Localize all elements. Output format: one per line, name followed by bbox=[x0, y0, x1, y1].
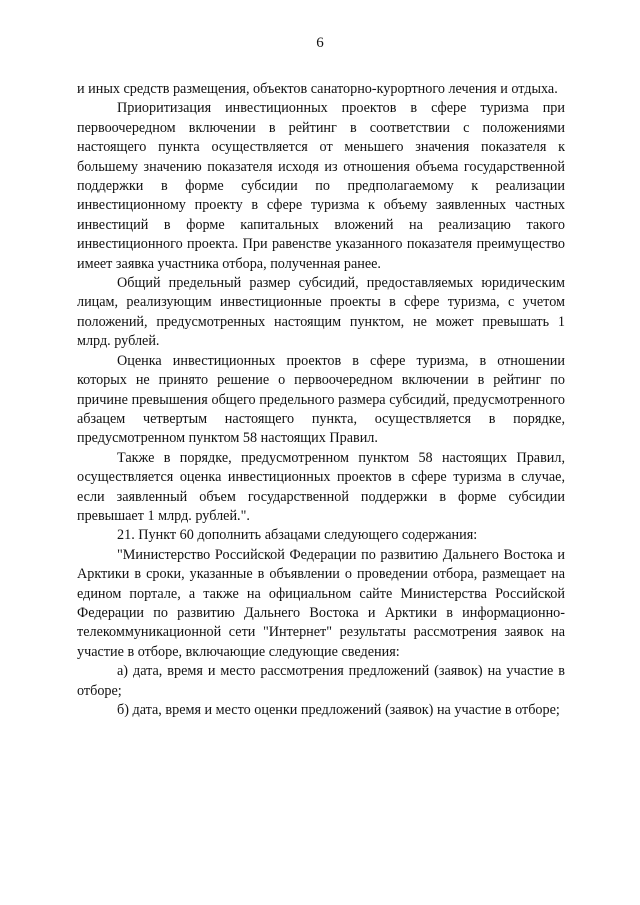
paragraph-subitem-b: б) дата, время и место оценки предложений (заявок) на участие в отборе; bbox=[117, 702, 560, 718]
paragraph-subitem-a: а) дата, время и место рассмотрения предложений (заявок) на участие в отборе; bbox=[77, 663, 565, 699]
paragraph-item-21: 21. Пункт 60 дополнить абзацами следующего содержания: bbox=[117, 527, 478, 544]
paragraph-subsidy-limit: Общий предельный размер субсидий, предоставляемых юридическим лицам, реализующим инвестиционные проекты в сфере туризма, с учетом положений, предусмотренных настоящим пунктом, не может превышать 1 млрд. рублей. bbox=[77, 275, 565, 350]
paragraph-assessment-order: Также в порядке, предусмотренном пунктом 58 настоящих Правил, осуществляется оценка инвестиционных проектов в сфере туризма в случае, если заявленный объем государственной поддержки в форме субсидии превышает 1 млрд. рублей.". bbox=[77, 449, 565, 524]
paragraph-continuation: и иных средств размещения, объектов санаторно-курортного лечения и отдыха. bbox=[77, 81, 558, 97]
paragraph-prioritization: Приоритизация инвестиционных проектов в сфере туризма при первоочередном включении в рейтинг в соответствии с положениями настоящего пункта осуществляется от меньшего значения показателя к большему значению показателя исходя из отношения объема государственной поддержки в форме субсидии по предполагаемому к реализации инвестиционному проекту в сфере туризма к объему заявленных частных инвестиций в форме капитальных вложений на реализацию такого инвестиционного проекта. При равенстве указанного показателя преимущество имеет заявка участника отбора, полученная ранее. bbox=[77, 100, 565, 272]
paragraph-ministry-results: "Министерство Российской Федерации по развитию Дальнего Востока и Арктики в сроки, указанные в объявлении о проведении отбора, размещает на едином портале, а также на официальном сайте Министерства Российской Федерации по развитию Дальнего Востока и Арктики в информационно-телекоммуникационной сети "Интернет" результаты рассмотрения заявок на участие в отборе, включающие следующие сведения: bbox=[77, 546, 565, 660]
paragraph-project-assessment: Оценка инвестиционных проектов в сфере туризма, в отношении которых не принято решение о первоочередном включении в рейтинг по причине превышения общего предельного размера субсидий, предусмотренного абзацем четвертым настоящего пункта, осуществляется в порядке, предусмотренном пунктом 58 настоящих Правил. bbox=[77, 352, 565, 447]
page-number: 6 bbox=[316, 35, 324, 51]
document-body bbox=[77, 80, 565, 720]
